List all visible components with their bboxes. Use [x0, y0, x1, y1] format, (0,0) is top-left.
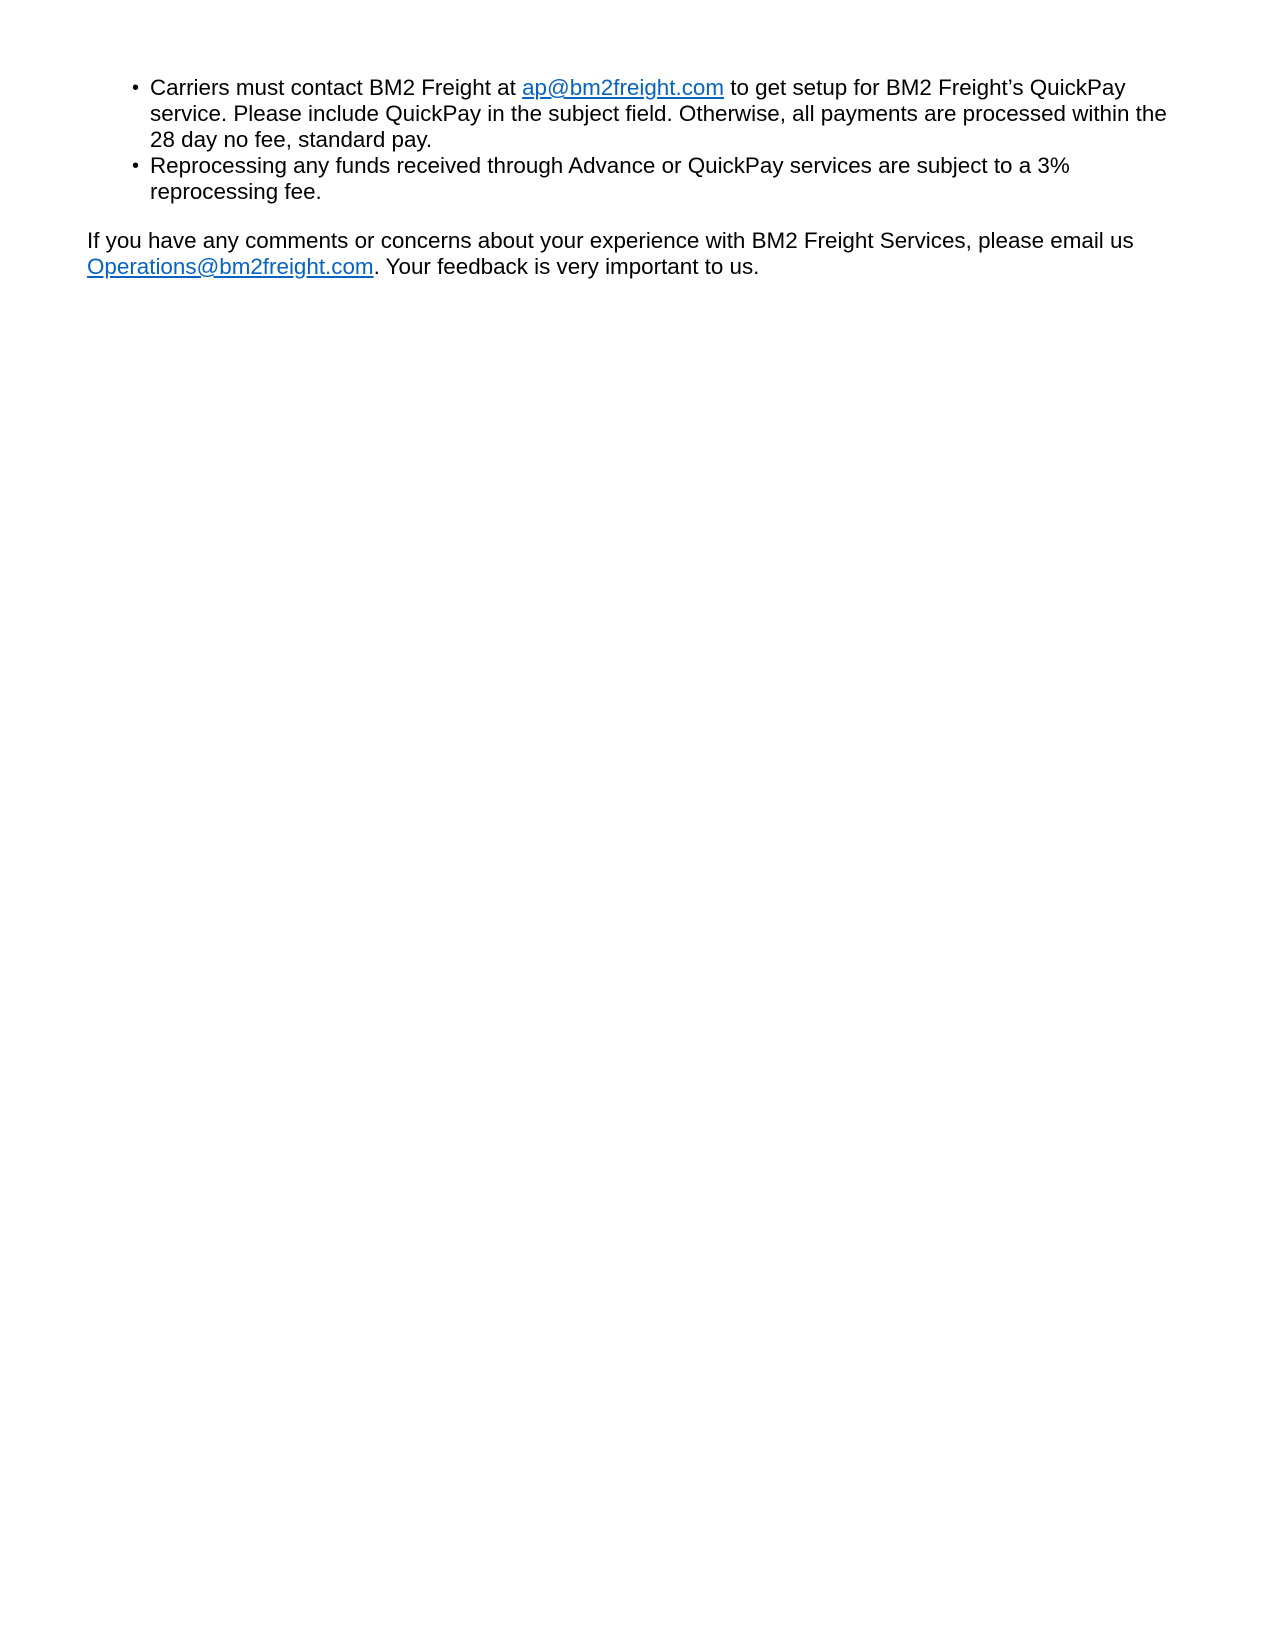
list-item-quickpay: [132, 75, 1182, 153]
feedback-text-before: If you have any comments or concerns about your experience with BM2 Freight Services, please email us: [87, 228, 1134, 253]
list-item-reprocessing: [132, 153, 1182, 205]
bullet-icon: •: [132, 77, 140, 99]
bullet-icon: •: [132, 155, 140, 177]
reprocessing-text: Reprocessing any funds received through Advance or QuickPay services are subject to a 3% reprocessing fee.: [150, 153, 1070, 204]
feedback-text-after: . Your feedback is very important to us.: [373, 254, 760, 279]
feedback-paragraph: [87, 228, 1187, 280]
payment-terms-list: [132, 75, 1182, 205]
ap-email-link[interactable]: ap@bm2freight.com: [522, 75, 725, 100]
operations-email-link[interactable]: Operations@bm2freight.com: [87, 254, 374, 279]
quickpay-text-before: Carriers must contact BM2 Freight at: [150, 75, 523, 100]
quickpay-text-after: to get setup for BM2 Freight’s QuickPay service. Please include QuickPay in the subject field. Otherwise, all payments are processed within the 28 day no fee, standard pay.: [150, 75, 1167, 152]
